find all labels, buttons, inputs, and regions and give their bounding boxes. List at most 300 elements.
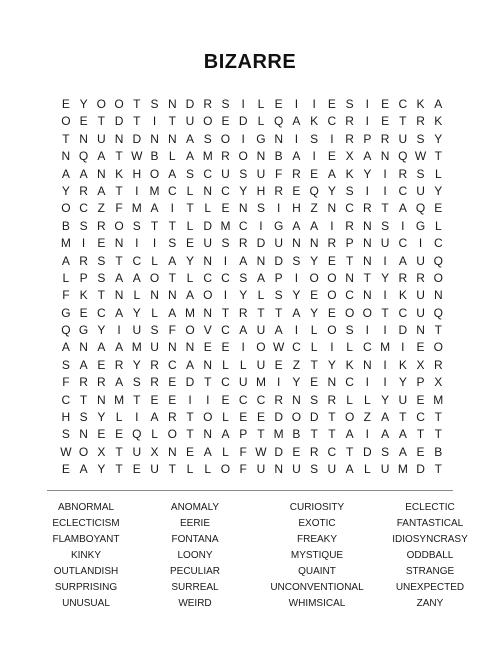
grid-letter: D [185,97,195,111]
grid-letter: D [132,131,142,146]
grid-letter: I [330,131,334,146]
grid-letter: R [97,375,106,390]
grid-letter: T [115,149,123,164]
grid-letter: I [135,410,139,425]
grid-letter: I [312,97,316,111]
grid-letter: S [132,375,141,390]
grid-letter: H [292,201,301,216]
word-list-item: STRANGE [405,566,455,577]
grid-letter: A [97,149,106,164]
grid-letter: R [274,392,284,407]
grid-letter: C [132,253,142,268]
grid-letter: O [203,114,213,129]
grid-letter: O [149,270,160,285]
grid-letter: D [238,114,248,129]
word-list-item: ABNORMAL [57,502,115,513]
grid-letter: M [433,392,444,407]
grid-letter: I [383,288,387,303]
grid-letter: T [97,114,105,129]
grid-letter: L [364,462,371,477]
grid-letter: N [185,340,195,355]
grid-letter: F [239,462,247,477]
grid-letter: L [115,410,123,425]
grid-letter: N [114,288,124,303]
grid-letter: S [310,392,319,407]
grid-letter: A [345,427,354,442]
grid-letter: A [327,166,336,181]
word-list-item: LOONY [177,550,213,561]
grid-letter: T [150,218,159,233]
grid-letter: L [346,392,353,407]
grid-letter: B [61,218,70,233]
grid-letter: D [203,218,213,233]
grid-letter: Y [132,305,141,320]
grid-letter: A [150,410,159,425]
grid-letter: N [380,149,390,164]
grid-letter: L [257,288,265,303]
grid-letter: U [185,114,195,129]
grid-letter: S [186,166,195,181]
grid-letter: L [257,114,265,129]
grid-letter: A [150,201,159,216]
grid-letter: G [274,218,284,233]
grid-letter: R [79,375,88,390]
grid-letter: Y [239,288,248,303]
grid-letter: S [168,236,177,251]
grid-letter: Q [433,305,443,320]
grid-letter: O [61,201,71,216]
grid-letter: A [61,340,70,355]
grid-letter: E [327,149,336,164]
grid-letter: N [167,288,177,303]
grid-letter: N [292,392,301,407]
grid-letter: I [330,340,334,355]
grid-letter: Z [363,410,372,425]
grid-letter: C [238,392,248,407]
grid-letter: E [132,462,141,477]
grid-letter: M [149,183,160,198]
grid-letter: A [345,462,354,477]
grid-letter: X [345,149,354,164]
grid-letter: C [167,183,177,198]
grid-letter: E [327,97,336,111]
word-list-item: UNEXPECTED [395,582,465,593]
grid-letter: A [79,357,88,372]
word-list-item: FONTANA [171,534,219,545]
grid-letter: N [292,236,301,251]
grid-letter: T [133,97,141,111]
word-list-item: MYSTIQUE [290,550,344,561]
grid-letter: E [256,410,265,425]
grid-letter: E [97,236,106,251]
grid-letter: A [61,166,70,181]
grid-letter: Y [97,410,106,425]
grid-row [57,339,447,356]
grid-letter: N [203,183,213,198]
grid-letter: Y [381,392,390,407]
grid-letter: R [398,270,408,285]
grid-letter: T [328,410,336,425]
grid-letter: G [415,218,426,233]
grid-letter: A [398,427,407,442]
grid-letter: U [380,236,390,251]
grid-letter: N [363,218,372,233]
grid-letter: I [365,375,370,390]
grid-letter: B [274,149,283,164]
grid-letter: I [241,97,245,111]
grid-letter: S [345,323,354,338]
grid-letter: I [294,323,299,338]
grid-letter: M [380,340,391,355]
grid-letter: L [257,97,265,111]
grid-letter: T [434,427,442,442]
grid-letter: I [383,183,387,198]
grid-letter: Y [239,183,248,198]
grid-letter: E [168,375,177,390]
word-list-item: FREAKY [296,534,337,545]
grid-letter: N [79,427,88,442]
grid-letter: L [222,444,229,459]
grid-letter: S [416,166,425,181]
grid-letter: A [256,270,265,285]
grid-letter: P [345,236,354,251]
grid-letter: E [239,410,248,425]
grid-letter: R [238,305,248,320]
grid-letter: T [97,288,105,303]
grid-letter: N [416,323,425,338]
grid-letter: P [416,375,425,390]
grid-letter: I [365,97,370,111]
grid-letter: T [221,305,230,320]
grid-letter: O [61,114,71,129]
grid-letter: T [434,149,442,164]
grid-letter: Q [309,183,319,198]
grid-letter: Y [434,131,443,146]
grid-letter: I [152,236,157,251]
grid-row [57,166,447,183]
grid-letter: S [416,131,425,146]
grid-letter: S [292,253,301,268]
grid-letter: E [327,253,336,268]
grid-letter: C [97,305,106,320]
grid-letter: N [203,305,213,320]
grid-letter: D [274,410,284,425]
grid-row [57,409,447,426]
grid-letter: C [345,201,354,216]
letter-grid [57,96,447,479]
grid-letter: S [61,357,70,372]
grid-letter: T [310,357,318,372]
grid-letter: I [206,392,210,407]
grid-letter: C [345,288,354,303]
grid-row [57,374,447,391]
grid-letter: W [255,444,267,459]
grid-letter: K [398,288,407,303]
grid-letter: C [61,392,71,407]
word-list-item: WEIRD [178,598,212,609]
word-list-item: ODDBALL [406,550,454,561]
grid-letter: A [363,149,372,164]
grid-row [57,357,447,374]
grid-letter: N [363,357,372,372]
grid-letter: C [221,323,230,338]
grid-letter: U [416,183,425,198]
grid-letter: C [433,236,443,251]
grid-letter: E [221,392,230,407]
grid-letter: C [167,357,177,372]
grid-letter: N [167,97,177,111]
word-list-item: SURPRISING [54,582,118,593]
grid-letter: R [398,166,408,181]
grid-letter: I [418,236,423,251]
grid-letter: P [274,270,283,285]
word-list-item: WHIMSICAL [288,598,346,609]
grid-letter: T [399,114,407,129]
grid-letter: E [61,97,70,111]
grid-letter: N [363,236,372,251]
grid-letter: N [363,288,372,303]
grid-letter: Y [132,357,141,372]
grid-letter: S [345,97,354,111]
grid-letter: D [114,114,124,129]
grid-letter: I [294,97,299,111]
grid-letter: Z [292,357,301,372]
grid-letter: A [115,305,124,320]
grid-letter: O [149,166,160,181]
grid-letter: N [167,131,177,146]
grid-letter: Q [132,427,142,442]
word-list-item: FANTASTICAL [396,518,464,529]
grid-letter: A [310,218,319,233]
grid-letter: D [363,444,372,459]
grid-letter: T [363,270,372,285]
grid-letter: S [381,444,390,459]
grid-letter: S [61,427,70,442]
grid-letter: E [186,236,195,251]
grid-letter: L [133,288,141,303]
grid-letter: T [186,410,194,425]
grid-letter: U [327,462,337,477]
grid-letter: A [186,357,195,372]
grid-letter: O [309,270,319,285]
grid-letter: E [381,114,390,129]
grid-letter: Y [310,305,319,320]
grid-letter: B [434,444,443,459]
grid-letter: R [97,218,106,233]
grid-letter: O [185,323,195,338]
grid-letter: C [203,270,213,285]
word-list-item: FLAMBOYANT [52,534,120,545]
grid-letter: N [97,166,106,181]
grid-letter: R [79,183,88,198]
grid-letter: R [150,375,159,390]
grid-letter: T [168,270,176,285]
grid-letter: L [204,462,212,477]
grid-letter: S [274,288,283,303]
grid-letter: N [150,288,159,303]
grid-letter: Q [433,253,443,268]
grid-letter: H [61,410,71,425]
grid-letter: U [398,131,408,146]
grid-letter: D [185,375,195,390]
grid-letter: S [79,410,88,425]
grid-letter: A [434,97,443,111]
grid-letter: U [97,131,106,146]
grid-letter: A [274,323,283,338]
grid-letter: C [292,340,301,355]
grid-letter: A [168,305,177,320]
grid-letter: K [345,357,354,372]
grid-letter: O [114,218,124,233]
grid-letter: C [363,340,372,355]
grid-letter: A [381,410,390,425]
grid-letter: N [274,462,284,477]
grid-letter: O [433,270,443,285]
grid-letter: I [330,218,334,233]
grid-letter: L [310,323,318,338]
grid-row [57,148,447,165]
grid-letter: F [275,166,283,181]
grid-letter: O [327,270,337,285]
grid-letter: T [115,183,123,198]
grid-row [57,322,447,339]
grid-letter: M [131,340,142,355]
grid-letter: U [256,323,266,338]
grid-letter: I [365,323,370,338]
grid-letter: U [416,305,425,320]
grid-letter: A [221,427,230,442]
grid-letter: Y [61,183,70,198]
grid-letter: N [61,149,71,164]
grid-letter: O [327,323,337,338]
grid-letter: C [238,218,248,233]
grid-letter: N [150,131,159,146]
grid-letter: H [132,166,142,181]
word-list-item: UNUSUAL [62,598,110,609]
grid-letter: L [222,357,229,372]
grid-letter: M [273,427,284,442]
grid-letter: N [327,375,337,390]
grid-letter: G [61,305,71,320]
grid-letter: R [292,166,301,181]
grid-letter: I [383,323,387,338]
grid-letter: R [274,183,284,198]
grid-letter: E [434,201,443,216]
grid-letter: I [277,375,281,390]
grid-letter: T [62,131,70,146]
grid-letter: D [274,444,284,459]
grid-letter: D [398,323,408,338]
grid-letter: Y [292,288,301,303]
grid-letter: T [133,392,141,407]
grid-letter: N [203,427,213,442]
grid-letter: C [221,270,230,285]
grid-letter: M [397,462,408,477]
grid-letter: Y [292,375,301,390]
grid-letter: M [114,392,125,407]
grid-letter: R [416,114,425,129]
grid-letter: I [401,340,405,355]
grid-letter: T [399,410,407,425]
grid-letter: N [256,253,266,268]
grid-letter: T [168,114,176,129]
grid-letter: N [363,253,372,268]
grid-letter: Y [327,357,336,372]
grid-letter: Y [381,270,390,285]
grid-letter: U [238,375,248,390]
grid-letter: E [203,340,212,355]
grid-letter: N [167,340,177,355]
grid-letter: O [220,131,231,146]
grid-letter: R [363,201,372,216]
grid-letter: E [416,444,425,459]
grid-letter: U [256,462,266,477]
grid-letter: X [434,375,443,390]
grid-letter: C [398,305,408,320]
grid-letter: L [222,410,229,425]
grid-letter: X [416,357,425,372]
grid-letter: T [275,305,283,320]
grid-letter: R [416,270,425,285]
grid-letter: D [256,236,266,251]
grid-letter: O [291,410,302,425]
grid-letter: R [380,131,390,146]
grid-letter: L [310,340,318,355]
grid-letter: T [79,392,88,407]
grid-letter: A [203,444,212,459]
grid-letter: U [292,462,301,477]
grid-letter: Y [79,97,88,111]
grid-letter: A [186,288,195,303]
grid-letter: A [292,305,301,320]
word-list-item: UNCONVENTIONAL [270,582,364,593]
grid-letter: Q [78,149,89,164]
grid-letter: R [345,114,354,129]
grid-letter: Y [434,183,443,198]
grid-letter: H [256,183,266,198]
grid-letter: K [310,114,319,129]
grid-letter: I [117,323,121,338]
grid-letter: S [79,218,88,233]
grid-letter: Q [61,323,71,338]
grid-letter: C [221,375,230,390]
grid-row [57,444,447,461]
grid-letter: O [220,462,231,477]
grid-row [57,218,447,235]
grid-letter: U [256,357,266,372]
word-list-item: OUTLANDISH [53,566,119,577]
word-list-item: IDIOSYNCRASY [392,534,468,545]
grid-letter: I [241,340,245,355]
grid-letter: L [364,392,371,407]
grid-letter: I [294,270,299,285]
word-list-item: ECLECTIC [405,502,455,513]
grid-letter: I [401,218,405,233]
grid-letter: F [115,201,123,216]
grid-letter: L [186,183,194,198]
grid-letter: M [131,201,142,216]
grid-letter: A [115,340,124,355]
grid-letter: T [310,427,318,442]
grid-letter: E [327,305,336,320]
grid-letter: E [292,444,301,459]
grid-letter: Q [274,114,284,129]
grid-letter: S [256,201,265,216]
grid-letter: E [186,444,195,459]
grid-letter: N [203,357,213,372]
grid-letter: R [114,357,124,372]
grid-letter: R [203,97,213,111]
